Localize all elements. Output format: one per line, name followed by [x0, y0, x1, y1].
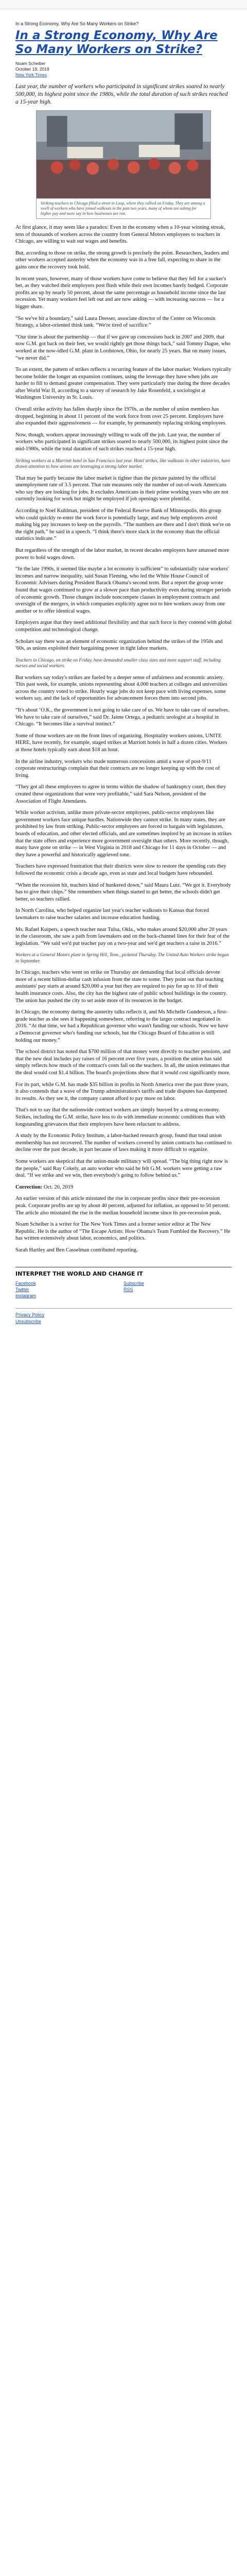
- body-paragraph: At first glance, it may seem like a paradox: Even in the economy when a 10-year winning streak, tens of thousands of workers across the country from General Motors employees to teachers in Chicago, are willing to wait out wages and benefits.: [15, 225, 225, 245]
- body-paragraph: In Chicago, the economy during the austerity talks reflects it, and Ms Michelle Gunderson, a first-grade teacher as she sees it happening somewhere, referring to the larger contract negotiated in 2016. “At that time, we had a Republican governor who wasn't funding our schools. Now we have a Democrat governor who's funding our schools, but the Chicago Board of Education is still holding our money.”: [15, 1009, 228, 1043]
- body-paragraph: The school district has noted that $700 million of that money went directly to teacher pensions, and that the new deal includes pay raises of 16 percent over five years, a position the union has said simply reflects how much of the contract's costs fall on the teachers. In all, the union estimates that the deal would cost $1.4 billion. The board's projections show that it would cost significantly more.: [15, 1049, 231, 1076]
- body-paragraph: But workers say today's strikes are fueled by a deeper sense of unfairness and economic anxiety. This past week, for example, unions representing about 4,000 teachers at colleges and universities across the country voted to strike. Hourly wage jobs do not keep pace with living expenses, some workers say, and the lack of opportunities for advancement forces them into second jobs.: [15, 674, 227, 702]
- body-paragraph: In North Carolina, who helped organize last year's teacher walkouts to Kansas that forced lawmakers to raise teacher salaries and increase education funding.: [15, 908, 209, 921]
- lead-photo: [36, 110, 211, 219]
- body-paragraph: Scholars say there was an element of economic organization behind the strikes of the 1950s and '60s, as unions exploited their bargaining power in tight labor markets.: [15, 638, 223, 652]
- body-paragraph: “When the recession hit, teachers kind of hunkered down,” said Maura Lutz. “We got it. Everybody has to give their chips.” She remembers when things started to get better, the schools didn't get better, so teachers rallied.: [15, 882, 231, 902]
- preheader-text: In a Strong Economy, Why Are So Many Workers on Strike?: [15, 21, 139, 26]
- browser-top-strip: [0, 0, 247, 9]
- footer-link-facebook[interactable]: Facebook: [15, 1281, 36, 1286]
- correction-label: Correction:: [15, 1184, 43, 1190]
- bottom-spacer: [0, 1325, 247, 1346]
- body-paragraph: But, according to those on strike, the strong growth is precisely the point. Researchers, leaders and other workers accepted austerity when the economy was in a free fall, expecting to share in the gains once the recovery took hold.: [15, 250, 229, 270]
- body-paragraph: “In the late 1990s, it seemed like maybe a lot economy is sufficient” to substantially raise workers' incomes and narrow inequality, said Susan Fleming, who led the White House Council of Economic Advisers during President Barack Obama's second term. But a report the group wrote found that wages continued to grow at a slower pace than productivity even during stronger periods of economic growth. Those changes include noncompete clauses in employment contracts and oversight of the mergers, in which companies explicitly agree not to hire workers away from one another or to offer identical wages.: [15, 566, 231, 614]
- footer-legal: [15, 1308, 232, 1325]
- correction-text: An earlier version of this article misstated the rise in corporate profits since their pre-recession peak. Corporate profits are up by about 40 percent, adjusted for inflation, as opposed to 50 percent. The article also misstated the rise in the median household income since its pre-recession peak.: [15, 1196, 230, 1216]
- contributor-credit: Sarah Hartley and Ben Casselman contributed reporting.: [15, 1247, 138, 1253]
- headline[interactable]: [15, 29, 232, 57]
- author-credit: Noam Scheiber is a writer for The New York Times and a former senior editor at The New Republic. He is the author of “The Escape Artists: How Obama's Team Fumbled the Recovery.” He has written extensively about labor, economics, and politics.: [15, 1222, 231, 1242]
- body-paragraph: For its part, while G.M. has made $35 billion in profits in North America over the past three years, it also contends that a wave of the Trump administration's tariffs and trade disputes has dampened its results. As they see it, the company cannot afford to pay more on labor.: [15, 1081, 229, 1101]
- body-paragraph: While worker activism, unlike more private-sector employees, public-sector employees like government workers face unique hurdles. Nationwide they cannot strike. In many states, they are prohibited by law from striking. Public-sector employees are forced to bargain with legislatures, boards of education, and other elected officials, and are sometimes inspired by an increase in strikes that the state offers and experience more government oversight than others. More recently, though, many have gone on strike — in West Virginia in 2018 and Chicago for 11 days in October — and they have a powerful and historically aggrieved tone.: [15, 810, 232, 858]
- footer-link-instagram[interactable]: Instagram: [15, 1293, 37, 1299]
- body-paragraph: “So we've hit a boundary,” said Laura Dresser, associate director of the Center on Wisconsin Strategy, a labor-oriented think tank. “We're tired of sacrifice.”: [15, 315, 216, 329]
- body-paragraph: Overall strike activity has fallen sharply since the 1970s, as the number of union members has dropped, beginning in about 11 percent of the work force from over 25 percent. Employers have also expanded their aggressiveness — for example, by permanently replacing striking employees.: [15, 406, 227, 427]
- body-paragraph: Employers argue that they need additional flexibility and that such force is they contend with global competition and technological change.: [15, 620, 232, 633]
- body-paragraph: In the airline industry, workers who made numerous concessions amid a wave of post-9/11 corporate restructurings complain that their contracts are no longer keeping up with the cost of living.: [15, 758, 220, 778]
- body-paragraph: “Our time is about the partnership — that if we gave up concessions back in 2007 and 2009, that now G.M. got back on their feet, we would rightly get those things back,” said Tommy Dague, who worked at the now-idled G.M. plant in Lordstown, Ohio, for nearly 25 years. But on many issues, “we never did.”: [15, 334, 231, 361]
- embedded-photo-caption: Workers at a General Motors plant in Spring Hill, Tenn., picketed Thursday. The United Auto Workers strike began in September.: [15, 952, 229, 963]
- correction-note: [15, 1184, 232, 1191]
- footer-link-rss[interactable]: RSS: [123, 1287, 133, 1293]
- footer-site-links: [123, 1280, 232, 1299]
- body-paragraph: In Chicago, teachers who went on strike on Thursday are demanding that local officials devote more of a recent billion-dollar cash infusion from the state to some. They point out that teaching assistants' pay starts at around $20,000 a year but they are required to pay for up to 10 of their health insurance costs. Also, the city has the highest rate of public school buildings in the country. The union has pushed the city to set aside more of its resources in the budget.: [15, 970, 227, 1004]
- lead-photo-image: [37, 111, 210, 198]
- footer-link-twitter[interactable]: Twitter: [15, 1287, 29, 1293]
- footer-title: INTERPRET THE WORLD AND CHANGE IT: [15, 1270, 143, 1278]
- body-paragraph: But regardless of the strength of the labor market, in recent decades employers have amassed more power to hold wages down.: [15, 547, 230, 561]
- footer-social-links: [15, 1280, 123, 1299]
- body-paragraph: Ms. Rafael Kuipers, a speech teacher near Tulsa, Okla., who makes around $20,000 after 20 years in the classroom, she saw a path from lawmakers and on the back-channel lines for their fear of the legislation. “We said we'd put teacher pay on a two-year and we'd get teachers a raise in 2016.”: [15, 926, 230, 946]
- body-paragraph: That may be partly because the labor market is tighter than the picture painted by the official unemployment rate of 3.5 percent. That rate measures only the number of out-of-work Americans who say they are looking for jobs. It excludes Americans in their prime working years who are not currently looking for work but might be employed if job openings were plentiful.: [15, 475, 228, 502]
- body-paragraph: In recent years, however, many of those workers have come to believe that they fell for a sucker's bet, as they watched their employers post flush while their own incomes barely budged. Corporate profits are up by nearly 50 percent, about the same percentage as household income since the last recession. Yet many workers feel left out and are now asking — with increasing success — for a bigger share.: [15, 276, 228, 310]
- byline-date: October 19, 2019: [15, 66, 49, 72]
- body-paragraph: Some workers are skeptical that the union-made militancy will spread. “The big thing right now is the people,” said Ray Cokely, an auto worker who said he felt G.M. workers were getting a raw deal. “If we strike and we win, then everybody's going to follow behind us.”: [15, 1158, 228, 1179]
- footer-link-columns: [15, 1280, 232, 1299]
- body-paragraph: Teachers have expressed frustration that their districts were slow to restore the spending cuts they followed the economic crisis a decade ago, even as state and local budgets have rebounded.: [15, 863, 226, 876]
- body-paragraph: According to Noel Kuhlman, president of the Federal Reserve Bank of Minneapolis, this group who could quickly re-enter the work force is potentially large, and may help employers avoid making big pay increases to keep on the payrolls. “The numbers are there and I don't think we're on the right path,” he said in a speech. “I think there's more slack in the economy than the official statistics indicate.”: [15, 508, 231, 542]
- byline: [15, 61, 232, 78]
- embedded-photo-caption: Teachers in Chicago, on strike on Friday, have demanded smaller class sizes and more support staff, including nurses and social workers.: [15, 657, 221, 669]
- body-paragraph: “They got all these employees to agree in terms within the shadow of bankruptcy court, then they created these organizations that were very profitable,” said Sara Nelson, president of the Association of Flight Attendants.: [15, 784, 226, 804]
- byline-author: Noam Scheiber: [15, 61, 46, 66]
- body-paragraph: To an extent, the pattern of strikes reflects a recurring feature of the labor market: Workers typically become bolder the longer an expansion continues, using the leverage they have when jobs are harder to fill to demand greater compensation. They were particularly true during the three decades after World War II, according to a survey of research by Jake Rosenfeld, a sociologist at Washington University in St. Louis.: [15, 367, 232, 401]
- body-paragraph: A study by the Economic Policy Institute, a labor-backed research group, found that total union membership has not recovered. The number of workers covered by union contracts has continued to decline over the past decade, in part because of laws making it more difficult to organize.: [15, 1133, 232, 1153]
- body-paragraph: Now, though, workers appear increasingly willing to walk off the job. Last year, the number of workers who participated in significant strikes soared to nearly 500,000, its highest point since the mid-1980s, while the total duration of such strikes reached a 15-year high.: [15, 432, 228, 452]
- body-paragraph: That's not to say that the nationwide contract workers are simply buoyed by a strong economy. Strikes, including the G.M. strike, have less to do with immediate economic conditions than with longstanding grievances that their employers have been reluctant to address.: [15, 1107, 225, 1127]
- unsubscribe-link[interactable]: Unsubscribe: [15, 1319, 42, 1325]
- byline-publication-link[interactable]: New York Times: [15, 72, 47, 77]
- correction-date: Oct. 20, 2019: [43, 1184, 74, 1190]
- newsletter-footer: [15, 1267, 232, 1325]
- headline-link[interactable]: In a Strong Economy, Why Are So Many Workers on Strike?: [15, 29, 218, 56]
- embedded-photo-caption: Striking workers at a Marriott hotel in San Francisco last year. Hotel strikes, like walkouts in other industries, have drawn attention to how unions are leveraging a strong labor market.: [15, 457, 231, 469]
- article: [15, 9, 232, 1253]
- footer-link-subscribe[interactable]: Subscribe: [123, 1281, 145, 1286]
- lead-photo-caption: Striking teachers in Chicago filled a street in Loop, where they rallied on Friday. They are among a swell of workers who have joined walkouts in the past two years, many of whom are asking for higher pay and more say in how businesses are run.: [37, 198, 210, 218]
- privacy-policy-link[interactable]: Privacy Policy: [15, 1312, 45, 1318]
- body-paragraph: Some of those workers are on the front lines of organizing. Hospitality workers unions, UNITE HERE, have recently, for example, staged strikes at Marriott hotels in half a dozen cities. Workers at those hotels typically earn about $18 an hour.: [15, 733, 227, 753]
- body-paragraph: “It's about ‘O.K., the government is not going to take care of us. We have to take care of ourselves. We have to take care of ourselves,” said Dr. Jaime Ortega, a pediatric urologist at a hospital in Chicago. “It becomes like a survival instinct.”: [15, 707, 230, 727]
- lede-paragraph: Last year, the number of workers who participated in significant strikes soared to nearly 500,000, its highest point since the 1980s, while the total duration of such strikes reached a 15-year high.: [15, 83, 228, 105]
